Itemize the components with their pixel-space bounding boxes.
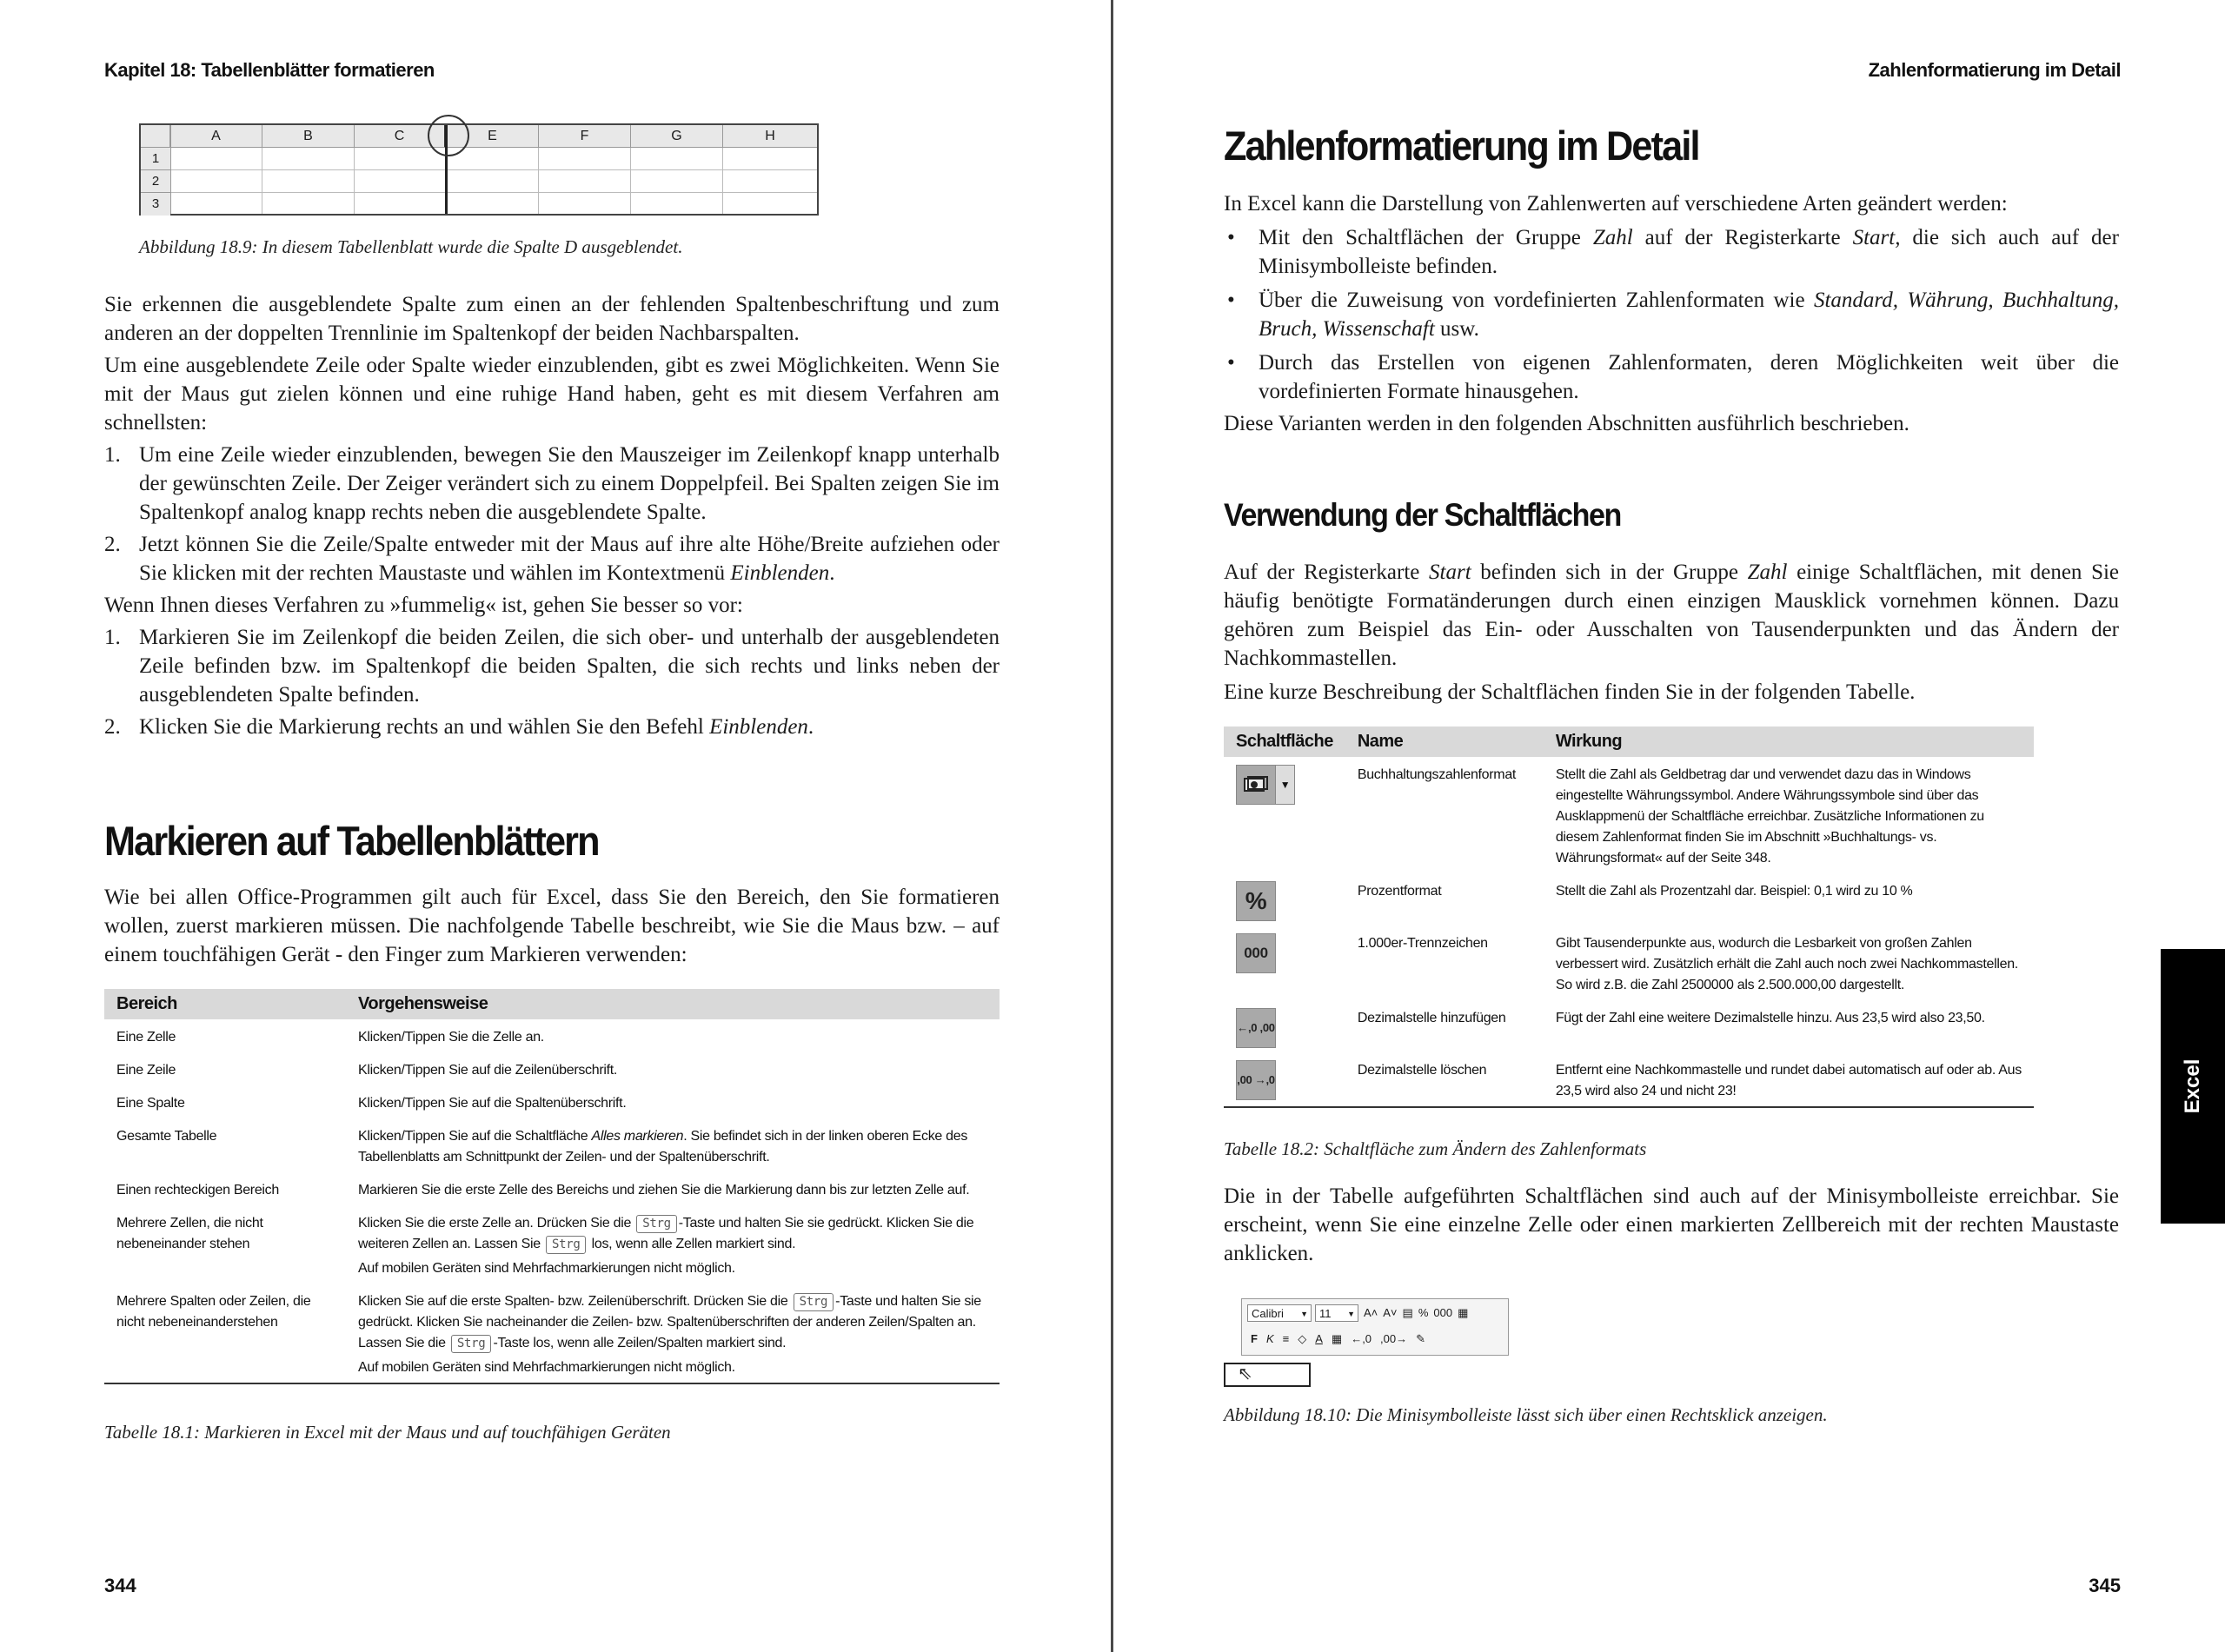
row-header: 3	[141, 193, 170, 216]
strg-key: Strg	[546, 1236, 587, 1254]
accounting-format-icon	[1236, 765, 1276, 805]
step-text: Um eine Zeile wieder einzublenden, bewegen Sie den Mauszeiger im Zeilenkopf knapp unterhalb der gewünschten Zeile. Der Zeiger verändert sich zu einem Doppelpfeil. Bei Spalten zeigen Sie im Spaltenkopf analog knapp rechts neben die ausgeblendete Spalte.	[139, 443, 1000, 524]
decrease-decimal-icon[interactable]: ,00 →,0	[1236, 1060, 1276, 1100]
table-cell: Prozentformat	[1357, 884, 1442, 899]
table-cell: Klicken/Tippen Sie auf die Spaltenüberschrift.	[358, 1096, 627, 1111]
table-caption: Tabelle 18.2: Schaltfläche zum Ändern des Zahlenformats	[1224, 1138, 1647, 1159]
fill-color-icon[interactable]: ◇	[1298, 1332, 1307, 1345]
step-number: 1.	[104, 443, 121, 467]
chevron-down-icon: ▼	[1300, 1310, 1308, 1318]
selected-cell[interactable]	[1224, 1363, 1311, 1387]
left-page	[0, 0, 1111, 1652]
table-cell: Mehrere Zellen, die nicht nebeneinander stehen	[116, 1216, 263, 1251]
table-icon[interactable]: ▦	[1458, 1306, 1469, 1319]
font-name-select[interactable]	[1247, 1304, 1312, 1322]
bullet-emphasis: Standard, Währung, Buchhaltung, Bruch, Wissenschaft	[1259, 289, 2119, 341]
right-page	[1114, 0, 2225, 1652]
paragraph: Um eine ausgeblendete Zeile oder Spalte wieder einzublenden, gibt es zwei Möglichkeiten. Wenn Sie mit der Maus gut zielen können und eine ruhige Hand haben, geht es mit diesem Verfahren am schnellsten:	[104, 354, 1000, 435]
page-gutter	[1111, 0, 1113, 1652]
bullet-text: auf der Registerkarte	[1632, 226, 1853, 249]
running-head-left: Kapitel 18: Tabellenblätter formatieren	[104, 59, 435, 81]
cell-text: -Taste los, wenn alle Zeilen/Spalten markiert sind.	[493, 1336, 787, 1350]
table-cell: Entfernt eine Nachkommastelle und rundet dabei automatisch auf oder ab. Aus 23,5 wird also 24 und nicht 23!	[1544, 1052, 2034, 1107]
paragraph-emphasis: Zahl	[1747, 561, 1788, 584]
table-row	[104, 1019, 1000, 1052]
step-emphasis: Einblenden	[730, 561, 830, 585]
list-item	[104, 713, 1000, 741]
shrink-font-icon[interactable]: A˅	[1383, 1306, 1398, 1319]
grid-line	[630, 148, 631, 214]
chevron-down-icon[interactable]: ▼	[1276, 765, 1295, 805]
step-text: Markieren Sie im Zeilenkopf die beiden Zeilen, die sich ober- und unterhalb der ausgeblendeten Zeile befinden bzw. im Spaltenkopf die beiden Spalten, die sich rechts und links neben der ausgeblendeten Spalte befinden.	[139, 626, 1000, 707]
subsection-heading: Verwendung der Schaltflächen	[1224, 497, 1621, 533]
column-header: A	[170, 125, 262, 148]
page-number-right: 345	[2089, 1575, 2121, 1596]
bullet-icon: •	[1227, 289, 1235, 312]
font-color-icon[interactable]: A	[1315, 1332, 1323, 1345]
highlight-circle	[428, 115, 469, 156]
table-row	[104, 1205, 1000, 1284]
cell-text: Klicken Sie auf die erste Spalten- bzw. Zeilenüberschrift. Drücken Sie die	[358, 1294, 792, 1309]
accounting-format-button[interactable]	[1236, 765, 1333, 805]
bullet-text: usw.	[1434, 317, 1479, 341]
format-icon[interactable]: ▤	[1402, 1306, 1413, 1319]
step-number: 2.	[104, 533, 121, 556]
grid-line	[722, 148, 723, 214]
bullet-text: Mit den Schaltflächen der Gruppe	[1259, 226, 1593, 249]
strg-key: Strg	[794, 1293, 834, 1311]
table-row	[104, 1118, 1000, 1172]
cell-note: Auf mobilen Geräten sind Mehrfachmarkierungen nicht möglich.	[358, 1360, 735, 1375]
table-row	[1224, 1052, 2034, 1107]
bullet-emphasis: Start,	[1852, 226, 1901, 249]
table-header: Wirkung	[1544, 726, 2034, 757]
align-center-icon[interactable]: ≡	[1282, 1332, 1290, 1345]
paragraph: Die in der Tabelle aufgeführten Schaltflächen sind auch auf der Minisymbolleiste erreichbar. Sie erscheint, wenn Sie eine einzelne Zelle oder einen markierten Zellbereich mit der rechten Maustaste anklicken.	[1224, 1184, 2119, 1265]
increase-decimal-icon[interactable]: ←,0	[1351, 1332, 1372, 1345]
bullet-text: Über die Zuweisung von vordefinierten Zahlenformaten wie	[1259, 289, 1814, 312]
table-row	[104, 1085, 1000, 1118]
table-header: Vorgehensweise	[346, 989, 1000, 1019]
table-cell	[346, 1205, 1000, 1284]
paragraph: Sie erkennen die ausgeblendete Spalte zum einen an der fehlenden Spaltenbeschriftung und zum anderen an der doppelten Trennlinie im Spaltenkopf der beiden Nachbarspalten.	[104, 293, 1000, 345]
table-cell: Fügt der Zahl eine weitere Dezimalstelle hinzu. Aus 23,5 wird also 23,50.	[1555, 1011, 1985, 1025]
step-text: Klicken Sie die Markierung rechts an und wählen Sie den Befehl	[139, 715, 710, 739]
table-cell: Einen rechteckigen Bereich	[116, 1183, 279, 1198]
paragraph-text: Auf der Registerkarte	[1224, 561, 1430, 584]
step-emphasis: Einblenden	[709, 715, 808, 739]
spreadsheet-figure	[139, 123, 819, 216]
table-cell: Gesamte Tabelle	[116, 1129, 217, 1144]
table-row	[104, 1284, 1000, 1383]
font-name-value: Calibri	[1252, 1307, 1284, 1320]
table-cell	[346, 1118, 1000, 1172]
list-item	[104, 530, 1000, 587]
cell-text: -Taste und halten Sie sie gedrückt. Klicken Sie nacheinander die Zeilen- bzw. Spaltenüberschriften der anderen Zeilen/Spalten an. Lassen Sie die	[358, 1294, 981, 1350]
increase-decimal-icon[interactable]: ←,0 ,00	[1236, 1008, 1276, 1048]
figure-caption: Abbildung 18.9: In diesem Tabellenblatt wurde die Spalte D ausgeblendet.	[139, 236, 683, 257]
running-head-right: Zahlenformatierung im Detail	[1868, 59, 2121, 81]
cell-text: -Taste und halten Sie sie gedrückt. Klicken Sie die weiteren Zellen an. Lassen Sie	[358, 1216, 974, 1251]
format-painter-icon[interactable]: ✎	[1416, 1332, 1426, 1345]
paragraph-text: befinden sich in der Gruppe	[1471, 561, 1748, 584]
section-heading: Markieren auf Tabellenblättern	[104, 818, 599, 864]
table-cell: Klicken/Tippen Sie auf die Zeilenüberschrift.	[358, 1063, 618, 1078]
thousands-icon[interactable]: 000	[1433, 1306, 1453, 1319]
bullet-text: die sich auch auf der Minisymbolleiste befinden.	[1259, 226, 2119, 278]
grid-line	[170, 125, 171, 214]
list-item	[104, 441, 1000, 527]
table-cell: Stellt die Zahl als Prozentzahl dar. Beispiel: 0,1 wird zu 10 %	[1555, 884, 1913, 899]
table-row	[1224, 1000, 2034, 1052]
table-row	[1224, 873, 2034, 926]
cell-emphasis: Alles markieren	[591, 1129, 684, 1144]
table-cell: Klicken/Tippen Sie die Zelle an.	[358, 1030, 544, 1045]
cell-text: Klicken/Tippen Sie auf die Schaltfläche	[358, 1129, 592, 1144]
bullet-list	[1224, 223, 2119, 406]
column-header: B	[262, 125, 355, 148]
bold-icon[interactable]: F	[1251, 1332, 1258, 1345]
page-number-left: 344	[104, 1575, 136, 1596]
column-header: E	[447, 125, 539, 148]
paragraph: Wenn Ihnen dieses Verfahren zu »fummelig« ist, gehen Sie besser so vor:	[104, 594, 743, 617]
table-cell: Markieren Sie die erste Zelle des Bereichs und ziehen Sie die Markierung dann bis zur letzten Zelle auf.	[358, 1183, 970, 1198]
strg-key: Strg	[636, 1215, 677, 1233]
cell-text: . Sie befindet sich in der linken oberen Ecke des Tabellenblatts am Schnittpunkt der Zeilen- und der Spaltenüberschrift.	[358, 1129, 968, 1164]
borders-icon[interactable]: ▦	[1331, 1332, 1343, 1345]
grid-line	[354, 148, 355, 214]
mini-toolbar	[1241, 1298, 1509, 1356]
list-item	[1224, 223, 2119, 281]
table-cell: Buchhaltungszahlenformat	[1357, 767, 1517, 782]
paragraph	[1224, 558, 2119, 673]
mini-toolbar-row-2	[1251, 1330, 1425, 1348]
thousands-separator-icon[interactable]: 000	[1236, 933, 1276, 973]
chapter-side-tab	[2161, 949, 2225, 1224]
strg-key: Strg	[451, 1335, 492, 1353]
right-body	[1224, 189, 2119, 438]
table-cell: Stellt die Zahl als Geldbetrag dar und verwendet dazu das in Windows eingestellte Währungssymbol. Andere Währungssymbole sind über das Ausklappmenü der Schaltfläche erreichbar. Zusätzliche Informationen zu diesem Zahlenformat finden Sie im Abschnitt »Buchhaltungs- vs. Währungsformat« auf der Seite 348.	[1555, 767, 1984, 866]
table-header: Schaltfläche	[1224, 726, 1345, 757]
italic-icon[interactable]: K	[1265, 1332, 1274, 1345]
bullet-text: Durch das Erstellen von eigenen Zahlenformaten, deren Möglichkeiten weit über die vordefinierten Formate hinausgehen.	[1259, 351, 2119, 403]
step-list	[104, 441, 1000, 587]
table-cell: Gibt Tausenderpunkte aus, wodurch die Lesbarkeit von großen Zahlen verbessert wird. Zusätzlich erhält die Zahl auch noch zwei Nachkommastellen. So wird z.B. die Zahl 2500000 als 2.500.000,00 dargestellt.	[1555, 936, 2018, 992]
figure-caption: Abbildung 18.10: Die Minisymbolleiste lässt sich über einen Rechtsklick anzeigen.	[1224, 1404, 1828, 1425]
bullet-icon: •	[1227, 351, 1235, 375]
list-item	[1224, 286, 2119, 343]
table-row	[104, 1052, 1000, 1085]
paragraph-emphasis: Start	[1429, 561, 1471, 584]
table-row	[104, 1172, 1000, 1205]
paragraph: Eine kurze Beschreibung der Schaltflächen finden Sie in der folgenden Tabelle.	[1224, 680, 1916, 704]
step-list	[104, 623, 1000, 741]
grow-font-icon[interactable]: A˄	[1364, 1306, 1378, 1319]
table-row	[1224, 757, 2034, 873]
table-cell: Eine Zeile	[116, 1063, 176, 1078]
table-cell	[346, 1284, 1000, 1383]
step-text: .	[829, 561, 835, 585]
table-row	[1224, 926, 2034, 1000]
step-number: 2.	[104, 715, 121, 739]
column-header: F	[539, 125, 631, 148]
step-text: .	[807, 715, 814, 739]
grid-line	[538, 148, 539, 214]
table-header: Name	[1345, 726, 1544, 757]
column-header: G	[631, 125, 723, 148]
paragraph: In Excel kann die Darstellung von Zahlenwerten auf verschiedene Arten geändert werden:	[1224, 192, 2008, 216]
bullet-emphasis: Zahl	[1592, 226, 1633, 249]
step-text: Jetzt können Sie die Zeile/Spalte entweder mit der Maus auf ihre alte Höhe/Breite aufziehen oder Sie klicken mit der rechten Maustaste und wählen im Kontextmenü	[139, 533, 1000, 585]
list-item	[104, 623, 1000, 709]
paragraph-text: einige Schaltflächen, mit denen Sie häufig benötigte Formatänderungen durch einen einzigen Mausklick vornehmen können. Dazu gehören zum Beispiel das Ein- oder Ausschalten von Tausenderpunkten und das Ändern der Nachkommastellen.	[1224, 561, 2120, 670]
row-header: 2	[141, 170, 170, 193]
chapter-section-heading: Zahlenformatierung im Detail	[1224, 123, 1699, 169]
bullet-icon: •	[1227, 226, 1235, 249]
row-header: 1	[141, 148, 170, 170]
percent-format-icon[interactable]: %	[1236, 881, 1276, 921]
grid-line	[170, 192, 817, 193]
list-item	[1224, 348, 2119, 406]
selection-table	[104, 989, 1000, 1384]
select-all-corner	[141, 125, 170, 148]
table-cell: Eine Zelle	[116, 1030, 176, 1045]
paragraph: Wie bei allen Office-Programmen gilt auch für Excel, dass Sie den Bereich, den Sie formatieren wollen, zuerst markieren müssen. Die nachfolgende Tabelle beschreibt, wie Sie die Maus bzw. – auf einem touchfähigen Gerät - den Finger zum Markieren verwenden:	[104, 886, 1000, 966]
cell-text: los, wenn alle Zellen markiert sind.	[588, 1237, 796, 1251]
left-body	[104, 290, 1000, 741]
column-header: H	[723, 125, 817, 148]
chevron-down-icon: ▼	[1347, 1310, 1355, 1318]
table-cell	[1224, 1000, 1345, 1052]
side-tab-label: Excel	[2181, 1058, 2204, 1114]
table-caption: Tabelle 18.1: Markieren in Excel mit der Maus und auf touchfähigen Geräten	[104, 1422, 671, 1443]
table-header: Bereich	[104, 989, 346, 1019]
cursor-icon: ⇖	[1238, 1364, 1252, 1383]
table-cell	[1224, 926, 1345, 1000]
table-cell	[1224, 757, 1345, 873]
font-size-select[interactable]	[1315, 1304, 1358, 1322]
table-cell: Dezimalstelle löschen	[1345, 1052, 1544, 1107]
number-format-table	[1224, 726, 2034, 1108]
step-number: 1.	[104, 626, 121, 649]
table-cell: Mehrere Spalten oder Zeilen, die nicht nebeneinanderstehen	[104, 1284, 346, 1383]
table-cell	[1224, 1052, 1345, 1107]
table-cell: Eine Spalte	[116, 1096, 185, 1111]
paragraph: Diese Varianten werden in den folgenden Abschnitten ausführlich beschrieben.	[1224, 412, 1910, 435]
grid-line	[170, 169, 817, 170]
cell-note: Auf mobilen Geräten sind Mehrfachmarkierungen nicht möglich.	[358, 1261, 735, 1276]
table-cell: Dezimalstelle hinzufügen	[1357, 1011, 1506, 1025]
percent-icon[interactable]: %	[1418, 1306, 1429, 1319]
cell-text: Klicken Sie die erste Zelle an. Drücken Sie die	[358, 1216, 635, 1231]
font-size-value: 11	[1319, 1307, 1332, 1320]
table-cell: 1.000er-Trennzeichen	[1357, 936, 1488, 951]
column-header: C	[355, 125, 447, 148]
mini-toolbar-row-1	[1364, 1304, 1468, 1322]
right-body-2	[1224, 558, 2119, 707]
decrease-decimal-icon[interactable]: ,00→	[1380, 1332, 1408, 1345]
table-cell	[1224, 873, 1345, 926]
